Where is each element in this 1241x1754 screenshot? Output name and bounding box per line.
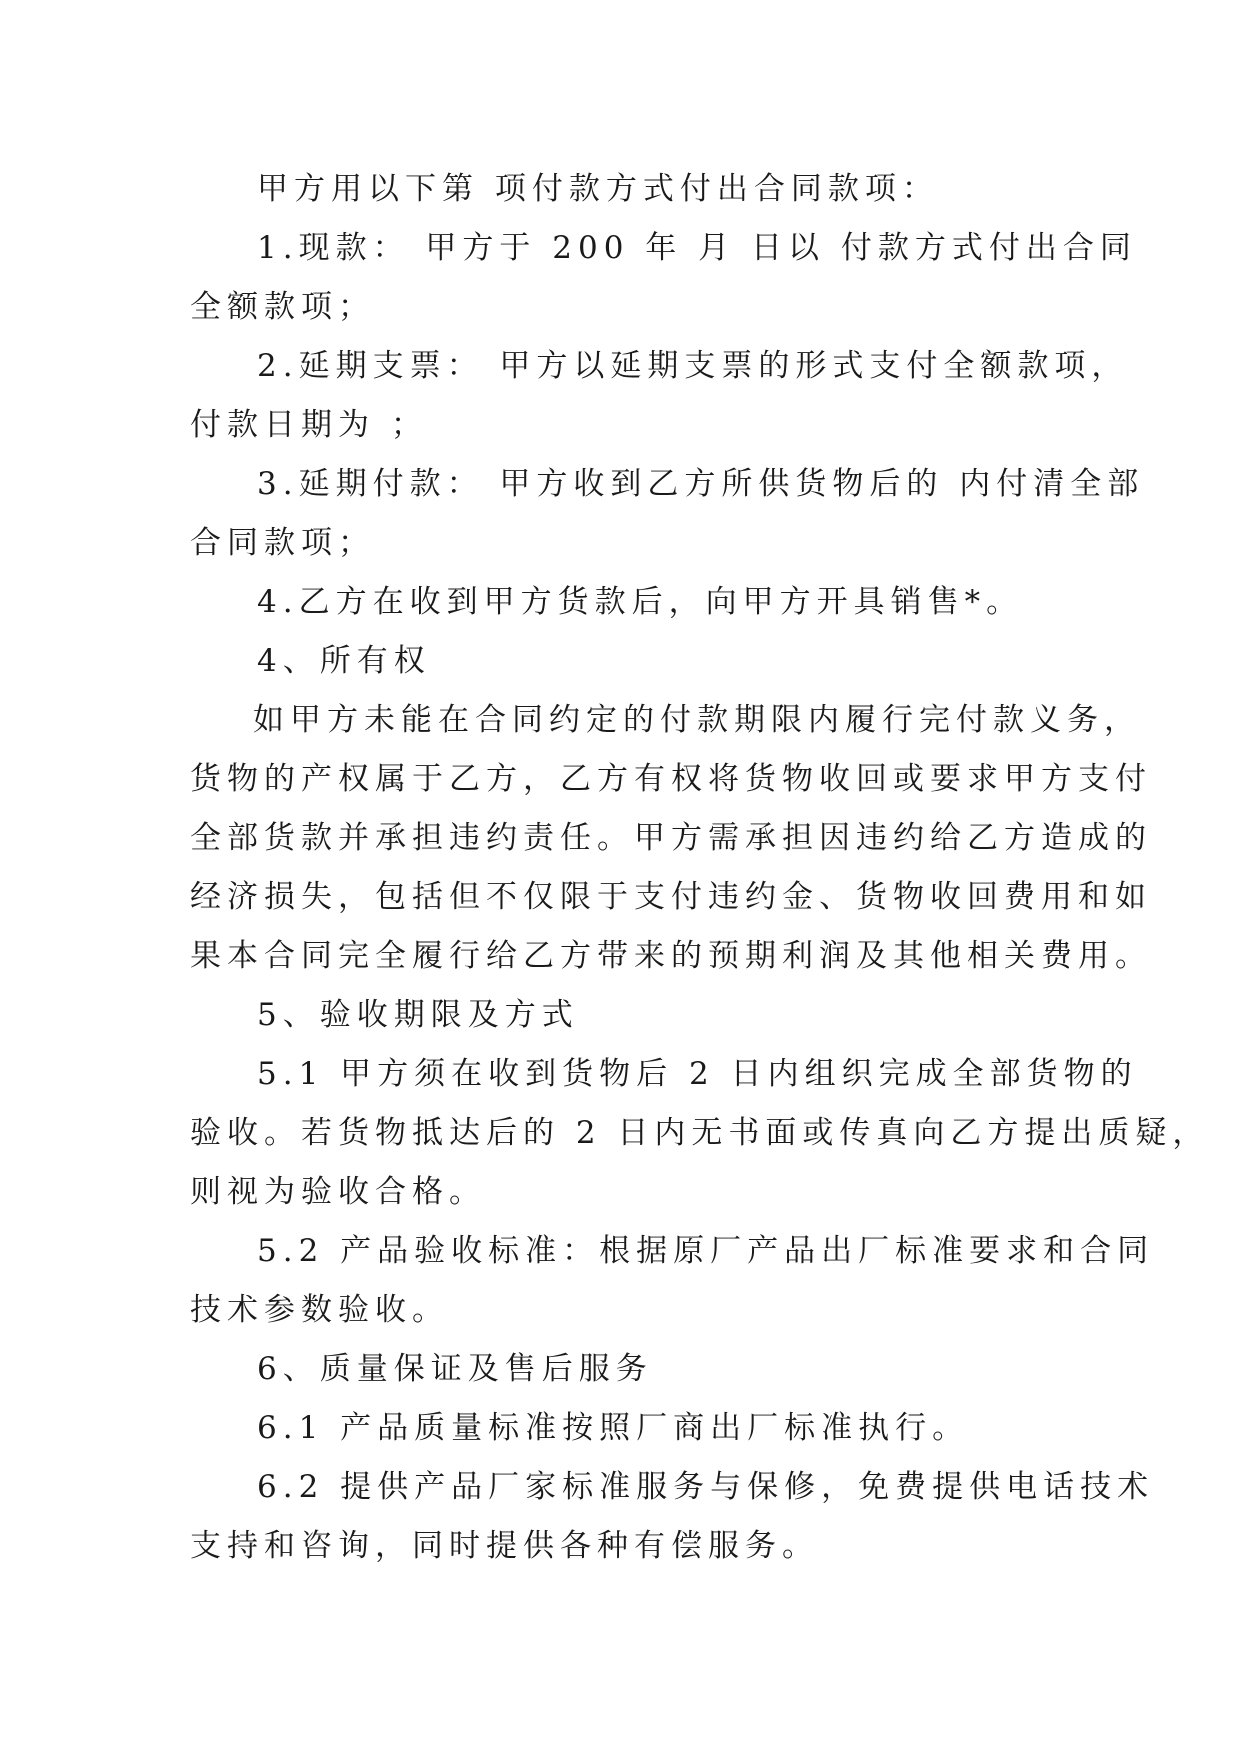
payment-method-intro: 甲方用以下第 项付款方式付出合同款项： xyxy=(257,171,939,207)
section-heading-ownership: 4、所有权 xyxy=(257,643,431,679)
clause-acceptance-standard: 5.2 产品验收标准：根据原厂产品出厂标准要求和合同 xyxy=(257,1233,1155,1269)
section-heading-acceptance: 5、验收期限及方式 xyxy=(257,997,579,1033)
clause-deferred-check: 2.延期支票： 甲方以延期支票的形式支付全额款项， xyxy=(257,348,1129,384)
clause-invoice: 4.乙方在收到甲方货款后，向甲方开具销售*。 xyxy=(257,584,1024,620)
clause-acceptance-standard-cont: 技术参数验收。 xyxy=(190,1292,449,1328)
document-page xyxy=(190,160,1210,1576)
clause-acceptance-period-cont: 验收。若货物抵达后的 2 日内无书面或传真向乙方提出质疑， xyxy=(190,1115,1210,1151)
ownership-paragraph-line: 全部货款并承担违约责任。甲方需承担因违约给乙方造成的 xyxy=(190,820,1152,856)
clause-quality-standard: 6.1 产品质量标准按照厂商出厂标准执行。 xyxy=(257,1410,970,1446)
clause-service: 6.2 提供产品厂家标准服务与保修，免费提供电话技术 xyxy=(257,1469,1155,1505)
clause-acceptance-period-cont: 则视为验收合格。 xyxy=(190,1174,486,1210)
clause-acceptance-period: 5.1 甲方须在收到货物后 2 日内组织完成全部货物的 xyxy=(257,1056,1138,1092)
ownership-paragraph-line: 经济损失，包括但不仅限于支付违约金、货物收回费用和如 xyxy=(190,879,1152,915)
section-heading-warranty: 6、质量保证及售后服务 xyxy=(257,1351,653,1387)
clause-cash-payment: 1.现款： 甲方于 200 年 月 日以 付款方式付出合同 xyxy=(257,230,1137,266)
ownership-paragraph-line: 果本合同完全履行给乙方带来的预期利润及其他相关费用。 xyxy=(190,938,1152,974)
ownership-paragraph-line: 货物的产权属于乙方，乙方有权将货物收回或要求甲方支付 xyxy=(190,761,1152,797)
clause-deferred-payment: 3.延期付款： 甲方收到乙方所供货物后的 内付清全部 xyxy=(257,466,1145,502)
clause-cash-payment-cont: 全额款项； xyxy=(190,289,375,325)
clause-service-cont: 支持和咨询，同时提供各种有偿服务。 xyxy=(190,1528,819,1564)
clause-deferred-payment-cont: 合同款项； xyxy=(190,525,375,561)
clause-deferred-check-cont: 付款日期为 ； xyxy=(190,407,428,443)
ownership-paragraph-line: 如甲方未能在合同约定的付款期限内履行完付款义务， xyxy=(253,702,1141,738)
